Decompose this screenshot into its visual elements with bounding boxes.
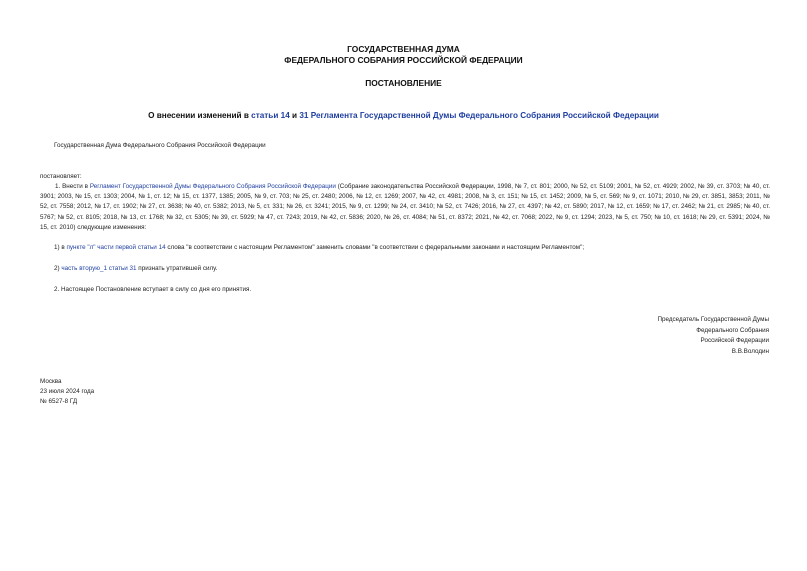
sub-item-2-paragraph bbox=[54, 264, 217, 274]
sub-item-1-prefix: 1) в bbox=[54, 244, 67, 251]
sub-item-1-paragraph bbox=[54, 243, 584, 253]
signature-block bbox=[469, 315, 769, 358]
footer-block bbox=[40, 377, 94, 408]
sub-item-2-link[interactable]: часть вторую_1 статьи 31 bbox=[61, 265, 137, 272]
header-line-1: ГОСУДАРСТВЕННАЯ ДУМА bbox=[347, 44, 460, 54]
item-1-prefix: 1. Внести в bbox=[55, 183, 90, 190]
signature-line-3: Российской Федерации bbox=[700, 337, 769, 345]
signature-line-1: Председатель Государственной Думы bbox=[657, 316, 769, 323]
title-prefix: О внесении изменений в bbox=[148, 111, 252, 120]
footer-city: Москва bbox=[40, 378, 62, 385]
footer-number: № 6527-8 ГД bbox=[40, 398, 78, 406]
resolves-text: постановляет: bbox=[40, 173, 82, 180]
document-title bbox=[0, 110, 807, 121]
sub-item-2-rest: признать утратившей силу. bbox=[136, 265, 218, 272]
sub-item-1-link[interactable]: пункте "л" части первой статьи 14 bbox=[66, 244, 166, 251]
sub-item-2-prefix: 2) bbox=[54, 265, 62, 272]
signature-line-2: Федерального Собрания bbox=[696, 326, 769, 334]
header-line-2: ФЕДЕРАЛЬНОГО СОБРАНИЯ РОССИЙСКОЙ ФЕДЕРАЦИИ bbox=[284, 55, 523, 65]
item-2-paragraph: 2. Настоящее Постановление вступает в силу со дня его принятия. bbox=[54, 286, 252, 293]
sub-item-1-rest: слова "в соответствии с настоящим Регламентом" заменить словами "в соответствии с федеральными законами и настоящим Регламентом"; bbox=[165, 244, 585, 251]
item-1-paragraph bbox=[40, 182, 770, 233]
title-link-article-14[interactable]: статьи 14 bbox=[251, 111, 290, 120]
document-type: ПОСТАНОВЛЕНИЕ bbox=[365, 78, 442, 88]
item-1-rest: (Собрание законодательства Российской Федерации, 1998, № 7, ст. 801; 2000, № 52, ст. 5109; 2001, № 52, ст. 4929; 2002, № 39, ст. 3703; № 40, ст. 3901; 2003, № 15, ст. 1303; 2004, № 1, ст. 12; № 15, ст. 1377, 1385; 2005, № 9, ст. 703; № 25, ст. 2480; 2006, № 12, ст. 1269; 2007, № 42, ст. 4981; 2008, № 3, ст. 151; № 15, ст. 1452; 2009, № 5, ст. 569; № 9, ст. 1071; 2010, № 29, ст. 3851, 3853; 2011, № 52, ст. 7558; 2012, № 17, ст. 1902; № 27, ст. 3638; № 40, ст. 5382; 2013, № 5, ст. 331; № 26, ст. 3241; 2015, № 9, ст. 1299; № 24, ст. 3410; № 52, ст. 7426; 2016, № 27, ст. 4397; № 42, ст. 5890; 2017, № 12, ст. 1659; № 17, ст. 2462; № 21, ст. 2985; № 40, ст. 5767; № 52, ст. 8105; 2018, № 13, ст. 1768; № 32, ст. 5305; № 39, ст. 5929; № 47, ст. 7243; 2019, № 42, ст. 5836; 2020, № 26, ст. 4084; № 51, ст. 8372; 2021, № 42, ст. 7068; 2022, № 9, ст. 1294; 2023, № 5, ст. 750; № 10, ст. 1618; № 29, ст. 5391; 2024, № 15, ст. 2010) следующие изменения: bbox=[40, 183, 770, 231]
signature-name: В.В.Володин bbox=[731, 348, 769, 356]
item-1-link-regulations[interactable]: Регламент Государственной Думы Федерального Собрания Российской Федерации bbox=[89, 183, 336, 190]
title-link-article-31[interactable]: 31 Регламента Государственной Думы Федерального Собрания Российской Федерации bbox=[299, 111, 659, 120]
title-mid: и bbox=[289, 111, 300, 120]
footer-date: 23 июля 2024 года bbox=[40, 388, 95, 396]
issuer-text: Государственная Дума Федерального Собрания Российской Федерации bbox=[54, 142, 266, 149]
